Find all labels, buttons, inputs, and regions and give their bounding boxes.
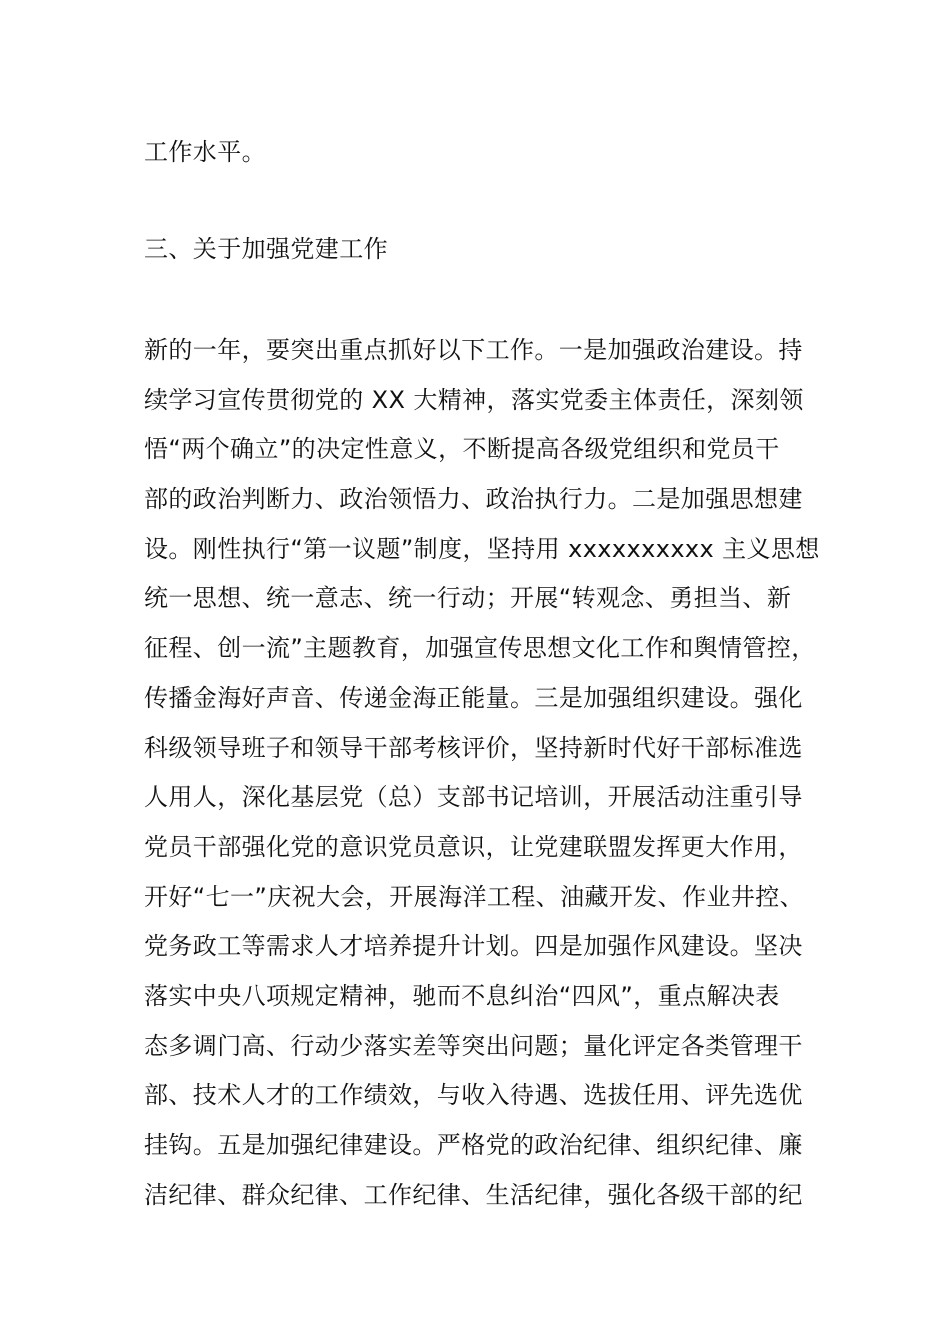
text-line: 党务政工等需求人才培养提升计划。四是加强作风建设。坚决 [144, 932, 803, 961]
text-line: 落实中央八项规定精神，驰而不息纠治“四风”，重点解决表 [144, 981, 780, 1010]
text-line: 设。刚性执行“第一议题”制度，坚持用 xxxxxxxxxx 主义思想 [144, 534, 820, 563]
text-line: 征程、创一流”主题教育，加强宣传思想文化工作和舆情管控， [144, 634, 816, 663]
text-line: 部、技术人才的工作绩效，与收入待遇、选拔任用、评先选优 [144, 1081, 803, 1110]
text-line: 洁纪律、群众纪律、工作纪律、生活纪律，强化各级干部的纪 [144, 1180, 803, 1209]
text-line: 统一思想、统一意志、统一行动；开展“转观念、勇担当、新 [144, 584, 792, 613]
text-line: 开好“七一”庆祝大会，开展海洋工程、油藏开发、作业井控、 [144, 882, 805, 911]
text-line: 态多调门高、行动少落实差等突出问题；量化评定各类管理干 [144, 1031, 803, 1060]
text-line: 人用人，深化基层党（总）支部书记培训，开展活动注重引导 [144, 783, 803, 812]
paragraph-fragment [144, 128, 824, 178]
text-line: 挂钩。五是加强纪律建设。严格党的政治纪律、组织纪律、廉 [144, 1131, 803, 1159]
text-line: 悟“两个确立”的决定性意义，不断提高各级党组织和党员干 [144, 435, 780, 464]
text-line: 新的一年，要突出重点抓好以下工作。一是加强政治建设。持 [144, 336, 803, 364]
text-line: 部的政治判断力、政治领悟力、政治执行力。二是加强思想建 [144, 485, 803, 514]
text-line: 党员干部强化党的意识党员意识，让党建联盟发挥更大作用， [144, 832, 803, 861]
text-line: 科级领导班子和领导干部考核评价，坚持新时代好干部标准选 [144, 733, 803, 762]
text-line: 续学习宣传贯彻党的 XX 大精神，落实党委主体责任，深刻领 [144, 385, 804, 414]
text-line: 传播金海好声音、传递金海正能量。三是加强组织建设。强化 [144, 683, 803, 712]
section-heading-text: 三、关于加强党建工作 [144, 235, 388, 263]
text-line: 工作水平。 [144, 138, 266, 166]
body-paragraph [144, 326, 824, 1220]
section-heading [144, 225, 824, 275]
